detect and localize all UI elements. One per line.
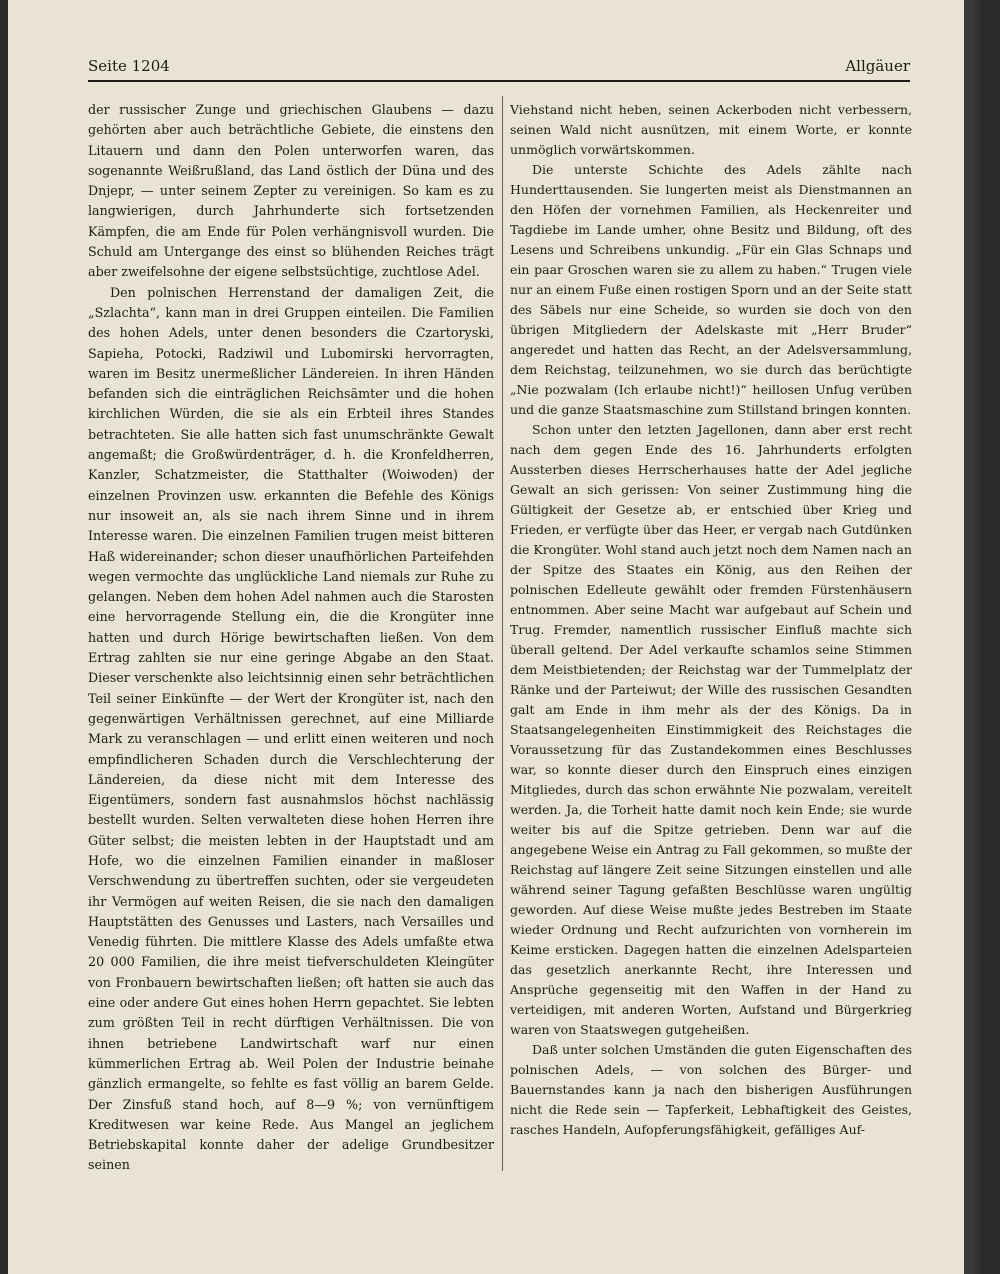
paragraph: Viehstand nicht heben, seinen Ackerboden nicht verbessern, seinen Wald nicht ausnützen, mit einem Worte, er konnte unmöglich vorwärtskommen. [510, 102, 912, 157]
paragraph: Daß unter solchen Umständen die guten Eigenschaften des polnischen Adels, — von solchen des Bürger- und Bauernstandes kann ja nach den bisherigen Ausführungen nicht die Rede sein — Tapferkeit, Lebhaftigkeit des Geistes, rasches Handeln, Aufopferungsfähigkeit, gefälliges Auf- [510, 1042, 912, 1137]
page-edge [964, 0, 982, 1274]
left-column [88, 100, 494, 1180]
page-header [88, 57, 910, 81]
paragraph: Den polnischen Herrenstand der damaligen Zeit, die „Szlachta“, kann man in drei Gruppen einteilen. Die Familien des hohen Adels, unter denen besonders die Czartoryski, Sapieha, Potocki, Radziwil und Lubomirski hervorragten, waren im Besitz unermeßlicher Ländereien. In ihren Händen befanden sich die einträglichen Reichsämter und die hohen kirchlichen Würden, die sie als ein Erbteil ihres Standes betrachteten. Sie alle hatten sich fast unumschränkte Gewalt angemaßt; die Großwürdenträger, d. h. die Kronfeldherren, Kanzler, Schatzmeister, die Statthalter (Woiwoden) der einzelnen Provinzen usw. erkannten die Befehle des Königs nur insoweit an, als sie nach ihrem Sinne und in ihrem Interesse waren. Die einzelnen Familien trugen meist bitteren Haß widereinander; schon dieser unaufhörlichen Parteifehden wegen vermochte das unglückliche Land niemals zur Ruhe zu gelangen. Neben dem hohen Adel nahmen auch die Starosten eine hervorragende Stellung ein, die die Krongüter inne hatten und durch Hörige bewirtschaften ließen. Von dem Ertrag zahlten sie nur eine geringe Abgabe an den Staat. Dieser verschenkte also leichtsinnig einen sehr beträchtlichen Teil seiner Einkünfte — der Wert der Krongüter ist, nach den gegenwärtigen Verhältnissen gerechnet, auf eine Milliarde Mark zu veranschlagen — und erlitt einen weiteren und noch empfindlicheren Schaden durch die Verschlechterung der Ländereien, da diese nicht mit dem Interesse des Eigentümers, sondern fast ausnahmslos höchst nachlässig bestellt wurden. Selten verwalteten diese hohen Herren ihre Güter selbst; die meisten lebten in der Hauptstadt und am Hofe, wo die einzelnen Familien einander in maßloser Verschwendung zu übertreffen suchten, oder sie vergeudeten ihr Vermögen auf weiten Reisen, die sie nach den damaligen Hauptstätten des Genusses und Lasters, nach Versailles und Venedig führten. Die mittlere Klasse des Adels umfaßte etwa 20 000 Familien, die ihre meist tiefverschuldeten Kleingüter von Fronbauern bewirtschaften ließen; oft hatten sie auch das eine oder andere Gut eines hohen Herrn gepachtet. Sie lebten zum größten Teil in recht dürftigen Verhältnissen. Die von ihnen betriebene Landwirtschaft warf nur einen kümmerlichen Ertrag ab. Weil Polen der Industrie beinahe gänzlich ermangelte, so fehlte es fast völlig an barem Gelde. Der Zinsfuß stand hoch, auf 8—9 %; von vernünftigem Kreditwesen war keine Rede. Aus Mangel an jeglichem Betriebskapital konnte daher der adelige Grundbesitzer seinen [88, 284, 494, 1173]
paragraph: Schon unter den letzten Jagellonen, dann aber erst recht nach dem gegen Ende des 16. Jahrhunderts erfolgten Aussterben dieses Herrscherhauses hatte der Adel jegliche Gewalt an sich gerissen: Von seiner Zustimmung hing die Gültigkeit der Gesetze ab, er entschied über Krieg und Frieden, er verfügte über das Heer, er vergab nach Gutdünken die Krongüter. Wohl stand auch jetzt noch dem Namen nach an der Spitze des Staates ein König, aus den Reihen der polnischen Edelleute gewählt oder fremden Fürstenhäusern entnommen. Aber seine Macht war aufgebaut auf Schein und Trug. Fremder, namentlich russischer Einfluß machte sich überall geltend. Der Adel verkaufte schamlos seine Stimmen dem Meistbietenden; der Reichstag war der Tummelplatz der Ränke und der Parteiwut; der Wille des russischen Gesandten galt am Ende in ihm mehr als der des Königs. Da in Staatsangelegenheiten Einstimmigkeit des Reichstages die Voraussetzung für das Zustandekommen eines Beschlusses war, so konnte dieser durch den Einspruch eines einzigen Mitgliedes, durch das schon erwähnte Nie pozwalam, vereitelt werden. Ja, die Torheit hatte damit noch kein Ende; sie wurde weiter bis auf die Spitze getrieben. Denn war auf die angegebene Weise ein Antrag zu Fall gekommen, so mußte der Reichstag auf längere Zeit seine Sitzungen einstellen und alle während seiner Tagung gefaßten Beschlüsse waren ungültig geworden. Auf diese Weise mußte jedes Bestreben im Staate wieder Ordnung und Recht aufzurichten von vornherein im Keime ersticken. Dagegen hatten die einzelnen Adelsparteien das gesetzlich anerkannte Recht, ihre Interessen und Ansprüche gegenseitig mit den Waffen in der Hand zu verteidigen, mit anderen Worten, Aufstand und Bürgerkrieg waren von Staatswegen gutgeheißen. [510, 422, 912, 1037]
header-rule [88, 80, 910, 82]
paragraph: der russischer Zunge und griechischen Glaubens — dazu gehörten aber auch beträchtliche Gebiete, die einstens den Litauern und dann den Polen unterworfen waren, das sogenannte Weißrußland, das Land östlich der Düna und des Dnjepr, — unter seinem Zepter zu vereinigen. So kam es zu langwierigen, durch Jahrhunderte sich fortsetzenden Kämpfen, die am Ende für Polen verhängnisvoll wurden. Die Schuld am Untergange des einst so blühenden Reiches trägt aber zweifelsohne der eigene selbstsüchtige, zuchtlose Adel. [88, 102, 494, 280]
running-title: Allgäuer [845, 57, 910, 75]
right-column [510, 100, 912, 1180]
page-number: Seite 1204 [88, 57, 170, 75]
column-divider [502, 96, 503, 1171]
paragraph: Die unterste Schichte des Adels zählte nach Hunderttausenden. Sie lungerten meist als Dienstmannen an den Höfen der vornehmen Familien, als Heckenreiter und Tagdiebe im Lande umher, ohne Besitz und Bildung, oft des Lesens und Schreibens unkundig. „Für ein Glas Schnaps und ein paar Groschen waren sie zu allem zu haben.“ Trugen viele nur an einem Fuße einen rostigen Sporn und an der Seite statt des Säbels nur eine Scheide, so wurden sie doch von den übrigen Mitgliedern der Adelskaste mit „Herr Bruder“ angeredet und hatten das Recht, an der Adelsversammlung, dem Reichstag, teilzunehmen, wo sie durch das berüchtigte „Nie pozwalam (Ich erlaube nicht!)“ heillosen Unfug verüben und die ganze Staatsmaschine zum Stillstand bringen konnten. [510, 162, 912, 417]
